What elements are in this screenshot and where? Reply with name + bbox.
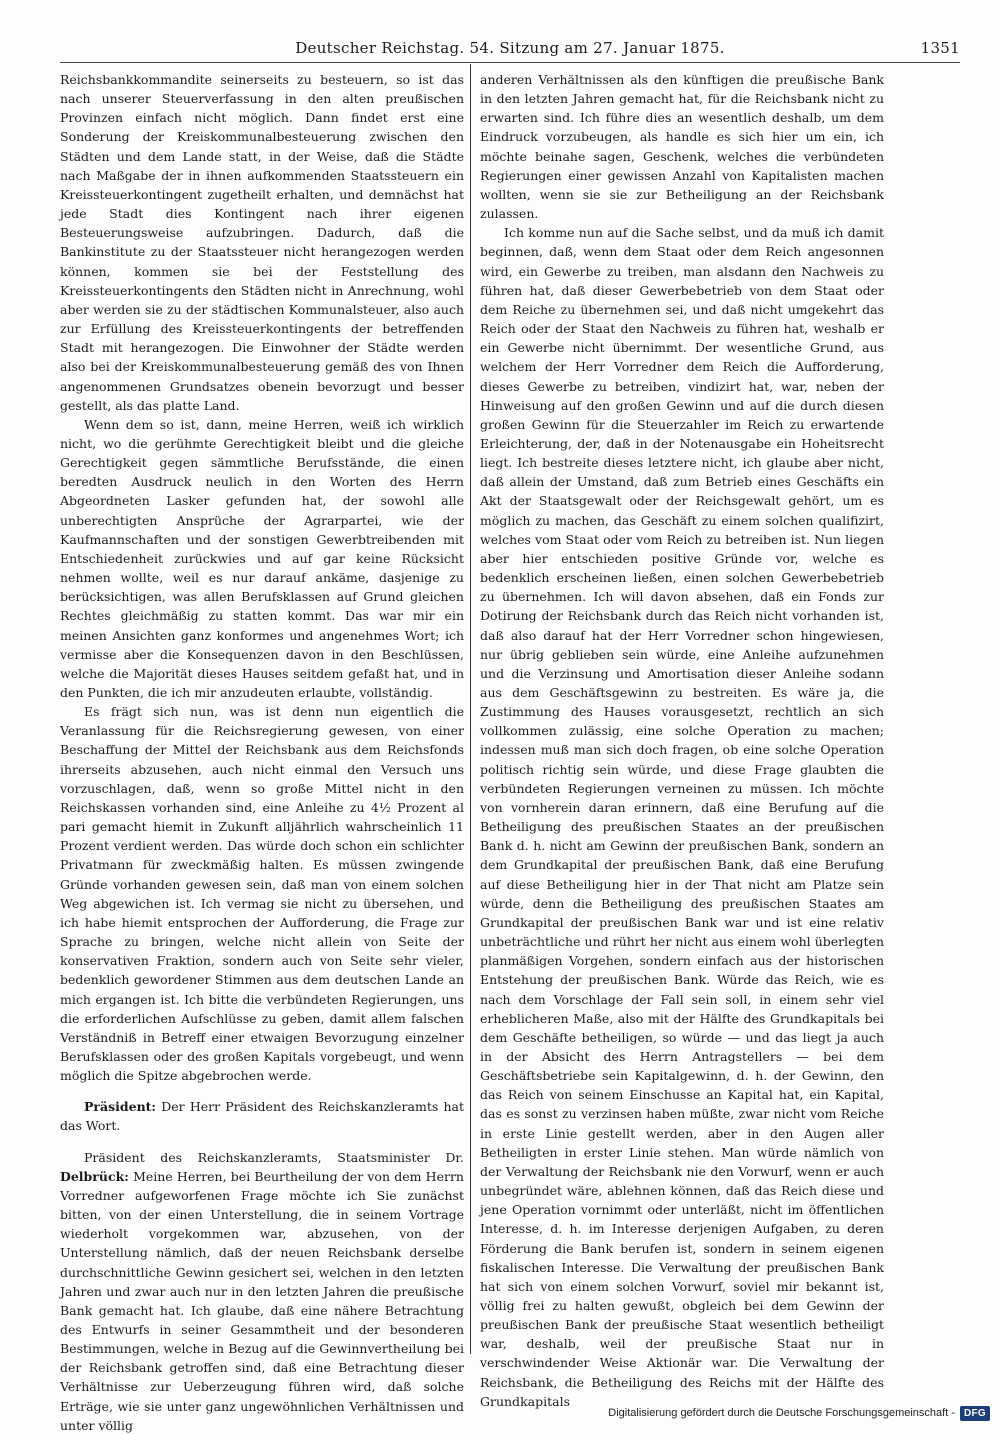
paragraph: Reichsbankkommandite seinerseits zu besteuern, so ist das nach unserer Steuerverfassung in den alten preußischen Provinzen einfach nicht möglich. Dann findet erst eine Sonderung der Kreiskommunalbesteuerung zwischen den Städten und dem Lande statt, in der Weise, daß die Städte nach Maßgabe der in ihnen aufkommenden Staatssteuern ein Kreissteuerkontingent zugetheilt erhalten, und demnächst hat jede Stadt dies Kontingent nach ihrer eigenen Besteuerungsweise aufzubringen. Dadurch, daß die Bankinstitute zu der Staatssteuer nicht herangezogen werden können, kommen sie bei der Feststellung des Kreissteuerkontingents den Städten nicht in Anrechnung, wohl aber werden sie zu der städtischen Kommunalsteuer, also auch zur Erfüllung des Kreissteuerkontingents der betreffenden Stadt mit herangezogen. Die Einwohner der Städte werden also bei der Kreiskommunalbesteuerung gemäß des von Ihnen angenommenen Grundsatzes obenein bevorzugt und besser gestellt, als das platte Land. [60, 72, 464, 413]
running-title: Deutscher Reichstag. 54. Sitzung am 27. Januar 1875. [295, 39, 725, 57]
page-header [60, 36, 960, 60]
speech-paragraph [60, 1148, 464, 1435]
footer [608, 1404, 990, 1422]
page-number: 1351 [920, 39, 960, 57]
funding-note: Digitalisierung gefördert durch die Deutsche Forschungsgemeinschaft - [608, 1407, 955, 1419]
speaker-name: Delbrück: [60, 1168, 129, 1184]
header-rule [60, 62, 960, 63]
paragraph: Es frägt sich nun, was ist denn nun eigentlich die Veranlassung für die Reichsregierung gewesen, von einer Beschaffung der Mittel der Reichsbank aus dem Reichsfonds ihrerseits abzusehen, auch nicht einmal den Versuch uns vorzuschlagen, daß, wenn so große Mittel nicht in den Reichskassen vorhanden sind, eine Anleihe zu 4½ Prozent al pari gemacht hiemit in Zukunft alljährlich wahrscheinlich 11 Prozent verdient werden. Das würde doch schon ein schlichter Privatmann für zweckmäßig halten. Es müssen zwingende Gründe vorhanden gewesen sein, daß man von einem solchen Weg abgewichen ist. Ich vermag sie nicht zu übersehen, und ich habe hiemit entsprochen der Aufforderung, die Frage zur Sprache zu bringen, welche nicht allein von Seite der konservativen Fraktion, sondern auch von Seite sehr vieler, bedenklich gewordener Stimmen aus dem deutschen Lande an mich ergangen ist. Ich bitte die verbündeten Regierungen, uns die erforderlichen Aufschlüsse zu geben, damit allem falschen Verständniß in Betreff einer etwaigen Bevorzugung einzelner Berufsklassen oder des großen Kapitals vorgebeugt, und wenn möglich die Spitze abgebrochen werde. [60, 704, 464, 1084]
column-divider [470, 64, 471, 1354]
speaker-intro: Präsident des Reichskanzleramts, Staatsminister Dr. [84, 1149, 464, 1165]
president-paragraph [60, 1097, 464, 1135]
left-column [60, 70, 464, 1435]
president-text: Der Herr Präsident des Reichskanzleramts hat das Wort. [60, 1099, 464, 1134]
speech-text: Meine Herren, bei Beurtheilung der von dem Herrn Vorredner aufgeworfenen Frage möchte ich Sie zunächst bitten, von der einen Unterstellung, die in seinem Vortrage wiederholt vorgekommen war, abzusehen, von der Unterstellung nämlich, daß der neuen Reichsbank derselbe durchschnittliche Gewinn gesichert sei, welchen in den letzten Jahren und zwar auch nur in den letzten Jahren die preußische Bank gemacht hat. Ich glaube, daß eine nähere Betrachtung des Entwurfs in seiner Gesammtheit und der besonderen Bestimmungen, welche in Bezug auf die Gewinnvertheilung bei der Reichsbank getroffen sind, daß eine Betrachtung dieser Verhältnisse zur Ueberzeugung führen wird, daß solche Erträge, wie sie unter ganz ungewöhnlichen Verhältnissen und unter völlig [60, 1168, 464, 1433]
paragraph: Wenn dem so ist, dann, meine Herren, weiß ich wirklich nicht, wo die gerühmte Gerechtigkeit bleibt und die gleiche Gerechtigkeit gegen sämmtliche Berufsstände, die einen beredten Ausdruck neulich in den Worten des Herrn Abgeordneten Lasker gefunden hat, der sowohl alle unberechtigten Ansprüche der Agrarpartei, wie der Kaufmannschaften und der sonstigen Gewerbtreibenden mit Entschiedenheit zurückwies und auf gar keine Rücksicht nehmen wollte, weil es nur darauf ankäme, dasjenige zu berücksichtigen, was allen Berufsklassen auf Grund gleichen Rechtes gleichmäßig zu statten kommt. Das war mir ein meinen Ansichten ganz konformes und angenehmes Wort; ich vermisse aber die Konsequenzen davon in den Beschlüssen, welche die Majorität dieses Hauses seitdem gefaßt hat, und in den Punkten, die ich mir anzudeuten erlaubte, vollständig. [60, 416, 464, 700]
paragraph: anderen Verhältnissen als den künftigen die preußische Bank in den letzten Jahren gemacht hat, für die Reichsbank nicht zu erwarten sind. Ich führe dies an wesentlich deshalb, um dem Eindruck vorzubeugen, als handle es sich hier um ein, ich möchte beinahe sagen, Geschenk, welches die verbündeten Regierungen einer gewissen Anzahl von Kapitalisten machen wollten, wenn sie sie zur Betheiligung an der Reichsbank zulassen. [480, 72, 884, 222]
speaker-label: Präsident: [84, 1099, 157, 1115]
paragraph: Ich komme nun auf die Sache selbst, und da muß ich damit beginnen, daß, wenn dem Staat oder dem Reich angesonnen wird, ein Gewerbe zu treiben, man alsdann den Nachweis zu führen hat, daß dieser Gewerbebetrieb von dem Staat oder dem Reiche zu übernehmen sei, und daß nicht umgekehrt das Reich oder der Staat den Nachweis zu führen hat, weshalb er ein Gewerbe nicht übernimmt. Der wesentliche Grund, aus welchem der Herr Vorredner dem Reich die Aufforderung, dieses Gewerbe zu betreiben, vindizirt hat, war, neben der Hinweisung auf den großen Gewinn und auf die durch diesen großen Gewinn für die Steuerzahler im Reich zu erwartende Erleichterung, der, daß in der Notenausgabe ein Hoheitsrecht liegt. Ich bestreite dieses letztere nicht, ich glaube aber nicht, daß allein der Umstand, daß zum Betrieb eines Geschäfts ein Akt der Staatsgewalt oder der Reichsgewalt gehört, um es möglich zu machen, das Geschäft zu einem solchen qualifizirt, welches vom Staat oder vom Reich zu betreiben ist. Nun liegen aber hier entschieden positive Gründe vor, welche es bedenklich erscheinen ließen, einen solchen Gewerbebetrieb zu übernehmen. Ich will davon absehen, daß ein Fonds zur Dotirung der Reichsbank durch das Reich nicht vorhanden ist, daß also darauf hat der Herr Vorredner schon hingewiesen, nur übrig geblieben sein würde, eine Anleihe aufzunehmen und die Verzinsung und Amortisation dieser Anleihe sodann aus dem Geschäftsgewinn zu bestreiten. Es wäre ja, die Zustimmung des Hauses vorausgesetzt, rechtlich an sich vollkommen zulässig, eine solche Operation zu machen; indessen muß man sich doch fragen, ob eine solche Operation politisch richtig sein würde, und diese Frage glaubten die verbündeten Regierungen verneinen zu müssen. Ich möchte von vornherein daran erinnern, daß eine Berufung auf die Betheiligung des preußischen Staates an der preußischen Bank d. h. nicht am Gewinn der preußischen Bank, sondern an dem Grundkapital der preußischen Bank, daß eine Berufung auf diese Betheiligung hier in der That nicht am Platze sein würde, denn die Betheiligung des preußischen Staates am Grundkapital der preußischen Bank war und ist eine relativ unbeträchtliche und rührt her nicht aus einem wohl überlegten planmäßigen Vorgehen, sondern einfach aus der historischen Entstehung der preußischen Bank. Würde das Reich, wie es nach dem Vorschlage der Fall sein soll, in einem sehr viel erheblicheren Maße, also mit der Hälfte des Grundkapitals bei dem Geschäfte betheiligen, so würde — und das liegt ja auch in der Absicht des Herrn Antragstellers — bei dem Geschäftsbetriebe sein Kapitalgewinn, d. h. der Gewinn, den das Reich von seinem Einschusse an Kapital hat, ein Kapital, das es sonst zu verzinsen haben müßte, zwar nicht vom Reiche in erste Linie gestellt werden, aber in den Augen aller Betheiligten in erster Linie stehen. Man würde nämlich von der Verwaltung der Reichsbank nie den Vorwurf, wenn er auch unbegründet wäre, ablehnen können, daß das Reich diese und jene Operation vornimmt oder unterläßt, nicht im öffentlichen Interesse, d. h. im Interesse derjenigen Aufgaben, zu deren Förderung die Bank berufen ist, sondern in seinem eigenen fiskalischen Interesse. Die Verwaltung der preußischen Bank hat sich von einem solchen Vorwurf, soviel mir bekannt ist, völlig frei zu halten gewußt, obgleich bei dem Gewinn der preußischen Bank der preußische Staat wesentlich betheiligt war, deshalb, weil der preußische Staat nur in verschwindender Weise Aktionär war. Die Verwaltung der Reichsbank, die Betheiligung des Reichs mit der Hälfte des Grundkapitals [480, 225, 884, 1409]
dfg-logo: DFG [960, 1406, 990, 1421]
right-column [480, 70, 884, 1411]
